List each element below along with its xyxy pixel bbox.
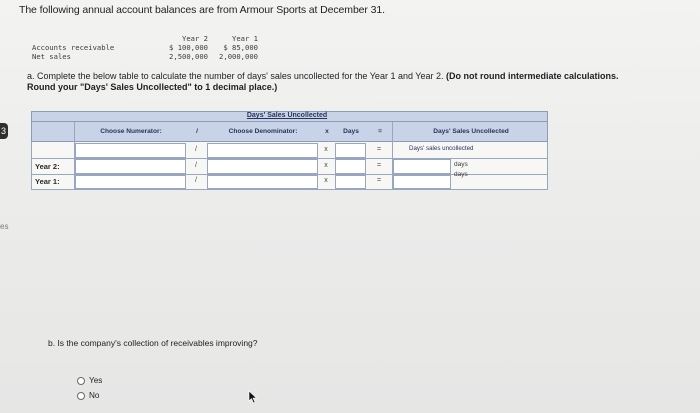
mouse-cursor-icon [248, 390, 258, 404]
question-b: b. Is the company's collection of receivables improving? [48, 338, 258, 348]
header-result: Days' Sales Uncollected [433, 128, 509, 135]
header-days: Days [343, 128, 359, 135]
question-a [27, 71, 647, 93]
year1-times-sign: x [324, 177, 328, 184]
option-no-label: No [89, 391, 100, 400]
balances-year1-value: $ 85,000 [223, 43, 258, 52]
balances-year2-value: 2,500,000 [169, 52, 208, 61]
header-divide: / [196, 128, 198, 135]
table-header-row [31, 122, 548, 142]
table-title: Days' Sales Uncollected [246, 112, 328, 119]
balances-header-year2: Year 2 [182, 34, 208, 43]
year1-divide-sign: / [195, 177, 197, 184]
left-edge-text: es [0, 222, 9, 231]
balances-label: Net sales [32, 52, 71, 61]
year1-equals-sign: = [376, 177, 382, 184]
balances-year1-value: 2,000,000 [219, 52, 258, 61]
header-equals: = [378, 128, 382, 135]
row0-denominator-input[interactable] [207, 143, 318, 158]
option-yes[interactable] [77, 376, 102, 385]
row0-times-sign: x [324, 146, 328, 153]
table-title-row [31, 111, 548, 122]
year1-days-unit: days [454, 171, 468, 178]
row-label-year2: Year 2: [35, 162, 60, 171]
year2-divide-sign: / [195, 162, 197, 169]
balances-year2-value: $ 100,000 [169, 43, 208, 52]
option-no[interactable] [77, 391, 99, 400]
radio-no[interactable] [77, 392, 85, 400]
row0-days-input[interactable] [335, 143, 366, 158]
row0-equals-sign: = [376, 146, 382, 153]
row0-divide-sign: / [195, 146, 197, 153]
year1-numerator-input[interactable] [75, 175, 186, 189]
radio-yes[interactable] [77, 377, 85, 385]
header-denominator: Choose Denominator: [228, 128, 298, 135]
option-yes-label: Yes [89, 376, 103, 385]
year2-numerator-input[interactable] [75, 159, 186, 174]
year2-days-input[interactable] [335, 159, 366, 174]
year2-equals-sign: = [376, 162, 382, 169]
row0-numerator-input[interactable] [75, 143, 186, 158]
balances-table [32, 34, 258, 61]
year2-denominator-input[interactable] [207, 159, 318, 174]
header-numerator: Choose Numerator: [100, 128, 162, 135]
year2-result-input[interactable] [393, 159, 451, 174]
question-a-text: a. Complete the below table to calculate the number of days' sales uncollected for the Year 1 and Year 2. [27, 71, 444, 81]
year2-times-sign: x [324, 162, 328, 169]
balances-label: Accounts receivable [32, 43, 115, 52]
year1-result-input[interactable] [393, 175, 451, 189]
intro-text: The following annual account balances are from Armour Sports at December 31. [19, 4, 385, 16]
days-sales-table [31, 111, 548, 190]
balances-row-receivable [32, 43, 258, 52]
year2-days-unit: days [454, 161, 468, 168]
question-a-note: (Do not round intermediate calculations. Round your "Days' Sales Uncollected" to 1 decimal place.) [27, 71, 619, 92]
balances-header-row [32, 34, 258, 43]
row0-result-label: Days' sales uncollected [409, 145, 474, 152]
row-label-year1: Year 1: [35, 177, 60, 186]
year1-denominator-input[interactable] [207, 175, 318, 189]
balances-header-year1: Year 1 [232, 34, 258, 43]
year1-days-input[interactable] [335, 175, 366, 189]
header-times: x [325, 128, 329, 135]
question-number-badge[interactable]: 3 [0, 123, 8, 139]
balances-row-sales [32, 52, 258, 61]
